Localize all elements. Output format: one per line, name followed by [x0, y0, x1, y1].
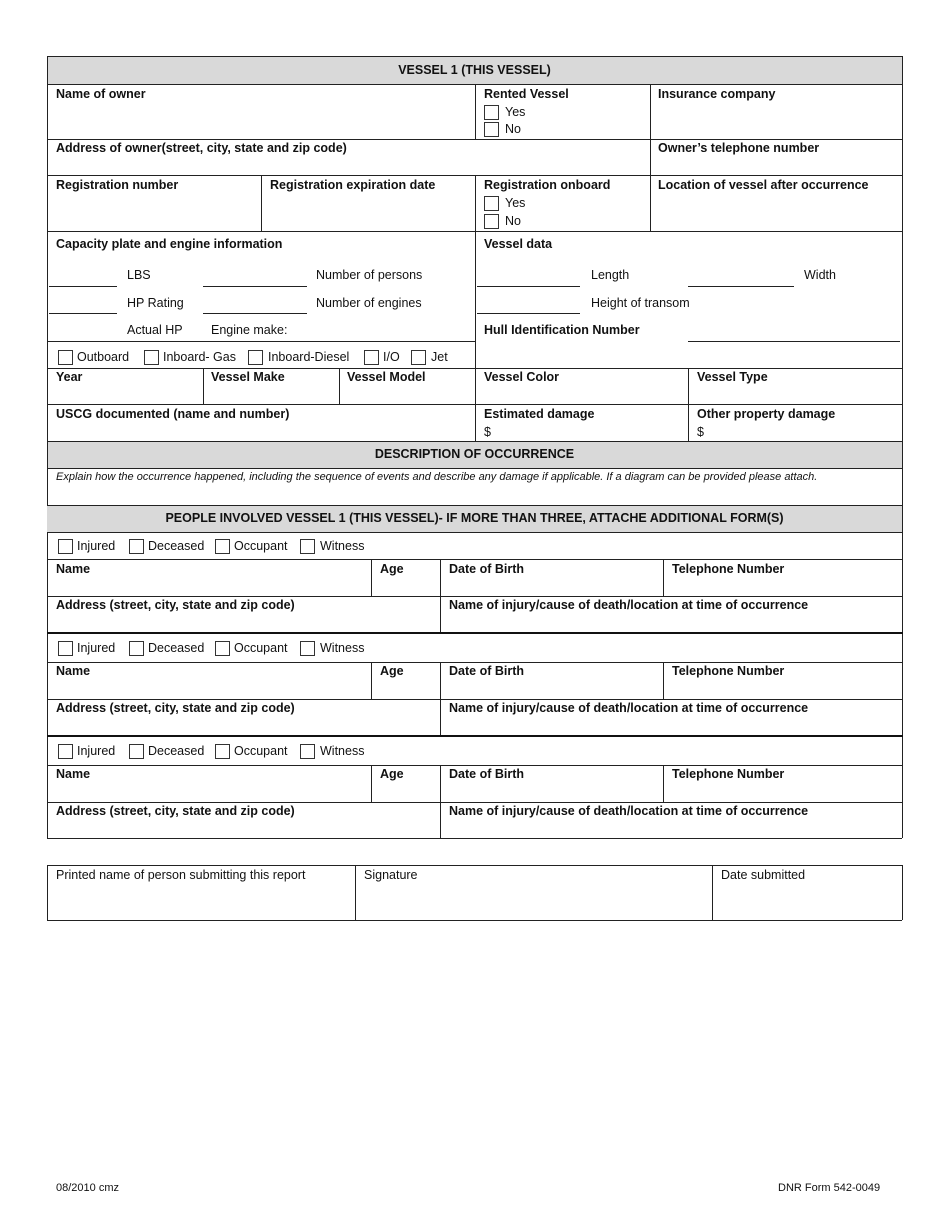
footer-form-number: DNR Form 542-0049 [778, 1182, 881, 1194]
jet-checkbox[interactable] [411, 350, 426, 365]
rented-no-checkbox[interactable] [484, 122, 499, 137]
p2-age-label: Age [380, 664, 404, 678]
p1-address-label: Address (street, city, state and zip code) [56, 598, 295, 612]
p3-deceased-label: Deceased [148, 744, 205, 758]
address-of-owner-label: Address of owner(street, city, state and zip code) [56, 141, 347, 155]
people-title: PEOPLE INVOLVED VESSEL 1 (THIS VESSEL)- IF MORE THAN THREE, ATTACHE ADDITIONAL FORM(S) [165, 511, 784, 525]
onboard-no-checkbox[interactable] [484, 214, 499, 229]
description-instructions: Explain how the occurrence happened, including the sequence of events and describe any damage if applicable. If a diagram can be provided please attach. [56, 471, 818, 483]
number-of-engines-label: Number of engines [316, 296, 422, 310]
p2-address-label: Address (street, city, state and zip code) [56, 701, 295, 715]
vessel-type-label: Vessel Type [697, 370, 768, 384]
p1-deceased-label: Deceased [148, 539, 205, 553]
vessel-model-label: Vessel Model [347, 370, 426, 384]
p1-injury-label: Name of injury/cause of death/location at time of occurrence [449, 598, 809, 612]
p2-witness-label: Witness [320, 641, 365, 655]
year-label: Year [56, 370, 83, 384]
hp-rating-label: HP Rating [127, 296, 184, 310]
p1-occupant-checkbox[interactable] [215, 539, 230, 554]
p1-dob-label: Date of Birth [449, 562, 524, 576]
location-after-label: Location of vessel after occurrence [658, 178, 869, 192]
p1-witness-label: Witness [320, 539, 365, 553]
p2-injured-checkbox[interactable] [58, 641, 73, 656]
owner-telephone-label: Owner’s telephone number [658, 141, 820, 155]
io-checkbox[interactable] [364, 350, 379, 365]
actual-hp-line[interactable] [49, 341, 117, 342]
p3-phone-label: Telephone Number [672, 767, 785, 781]
capacity-label: Capacity plate and engine information [56, 237, 283, 251]
hin-label: Hull Identification Number [484, 323, 640, 337]
engine-make-label: Engine make: [211, 323, 288, 337]
p3-address-label: Address (street, city, state and zip code) [56, 804, 295, 818]
number-of-persons-label: Number of persons [316, 268, 423, 282]
signature-label: Signature [364, 868, 418, 882]
registration-onboard-label: Registration onboard [484, 178, 611, 192]
p2-deceased-label: Deceased [148, 641, 205, 655]
inboard-diesel-label: Inboard-Diesel [268, 350, 350, 364]
vessel-data-label: Vessel data [484, 237, 553, 251]
persons-line[interactable] [203, 286, 307, 287]
printed-name-label: Printed name of person submitting this report [56, 868, 306, 882]
p3-name-label: Name [56, 767, 91, 781]
p3-witness-checkbox[interactable] [300, 744, 315, 759]
p3-age-label: Age [380, 767, 404, 781]
registration-expiration-label: Registration expiration date [270, 178, 436, 192]
description-title: DESCRIPTION OF OCCURRENCE [374, 447, 575, 461]
other-damage-dollar: $ [697, 425, 704, 439]
p2-occupant-label: Occupant [234, 641, 288, 655]
p2-deceased-checkbox[interactable] [129, 641, 144, 656]
lbs-line[interactable] [49, 286, 117, 287]
p3-occupant-checkbox[interactable] [215, 744, 230, 759]
p1-age-label: Age [380, 562, 404, 576]
hp-rating-line[interactable] [49, 313, 117, 314]
p2-name-label: Name [56, 664, 91, 678]
p3-occupant-label: Occupant [234, 744, 288, 758]
actual-hp-label: Actual HP [127, 323, 183, 337]
footer-revision: 08/2010 cmz [56, 1182, 119, 1194]
p3-injured-label: Injured [77, 744, 116, 758]
p2-dob-label: Date of Birth [449, 664, 524, 678]
p1-occupant-label: Occupant [234, 539, 288, 553]
vessel-make-label: Vessel Make [211, 370, 285, 384]
p1-deceased-checkbox[interactable] [129, 539, 144, 554]
io-label: I/O [383, 350, 400, 364]
p1-phone-label: Telephone Number [672, 562, 785, 576]
estimated-damage-label: Estimated damage [484, 407, 595, 421]
rented-yes-checkbox[interactable] [484, 105, 499, 120]
rented-vessel-label: Rented Vessel [484, 87, 569, 101]
transom-line[interactable] [477, 313, 580, 314]
hin-line[interactable] [688, 341, 900, 342]
estimated-damage-dollar: $ [484, 425, 491, 439]
description-field[interactable] [49, 486, 901, 504]
p3-injured-checkbox[interactable] [58, 744, 73, 759]
rented-yes-label: Yes [505, 105, 526, 119]
name-of-owner-label: Name of owner [56, 87, 146, 101]
onboard-yes-checkbox[interactable] [484, 196, 499, 211]
p3-injury-label: Name of injury/cause of death/location at time of occurrence [449, 804, 809, 818]
jet-label: Jet [431, 350, 448, 364]
p2-phone-label: Telephone Number [672, 664, 785, 678]
rented-no-label: No [505, 122, 521, 136]
vessel-color-label: Vessel Color [484, 370, 560, 384]
length-label: Length [591, 268, 630, 282]
p2-injured-label: Injured [77, 641, 116, 655]
lbs-label: LBS [127, 268, 151, 282]
p1-injured-label: Injured [77, 539, 116, 553]
vessel-title: VESSEL 1 (THIS VESSEL) [398, 63, 551, 77]
p2-occupant-checkbox[interactable] [215, 641, 230, 656]
outboard-checkbox[interactable] [58, 350, 73, 365]
p1-witness-checkbox[interactable] [300, 539, 315, 554]
p2-injury-label: Name of injury/cause of death/location at time of occurrence [449, 701, 809, 715]
p2-witness-checkbox[interactable] [300, 641, 315, 656]
uscg-label: USCG documented (name and number) [56, 407, 290, 421]
length-line[interactable] [477, 286, 580, 287]
width-label: Width [804, 268, 836, 282]
date-submitted-label: Date submitted [721, 868, 806, 882]
engines-line[interactable] [203, 313, 307, 314]
inboard-gas-checkbox[interactable] [144, 350, 159, 365]
p3-dob-label: Date of Birth [449, 767, 524, 781]
p1-name-label: Name [56, 562, 91, 576]
other-damage-label: Other property damage [697, 407, 836, 421]
inboard-gas-label: Inboard- Gas [163, 350, 236, 364]
inboard-diesel-checkbox[interactable] [248, 350, 263, 365]
onboard-yes-label: Yes [505, 196, 526, 210]
p3-deceased-checkbox[interactable] [129, 744, 144, 759]
p3-witness-label: Witness [320, 744, 365, 758]
height-of-transom-label: Height of transom [591, 296, 690, 310]
registration-number-label: Registration number [56, 178, 179, 192]
engine-make-line[interactable] [307, 341, 473, 342]
onboard-no-label: No [505, 214, 521, 228]
p1-injured-checkbox[interactable] [58, 539, 73, 554]
width-line[interactable] [688, 286, 794, 287]
outboard-label: Outboard [77, 350, 130, 364]
insurance-company-label: Insurance company [658, 87, 776, 101]
